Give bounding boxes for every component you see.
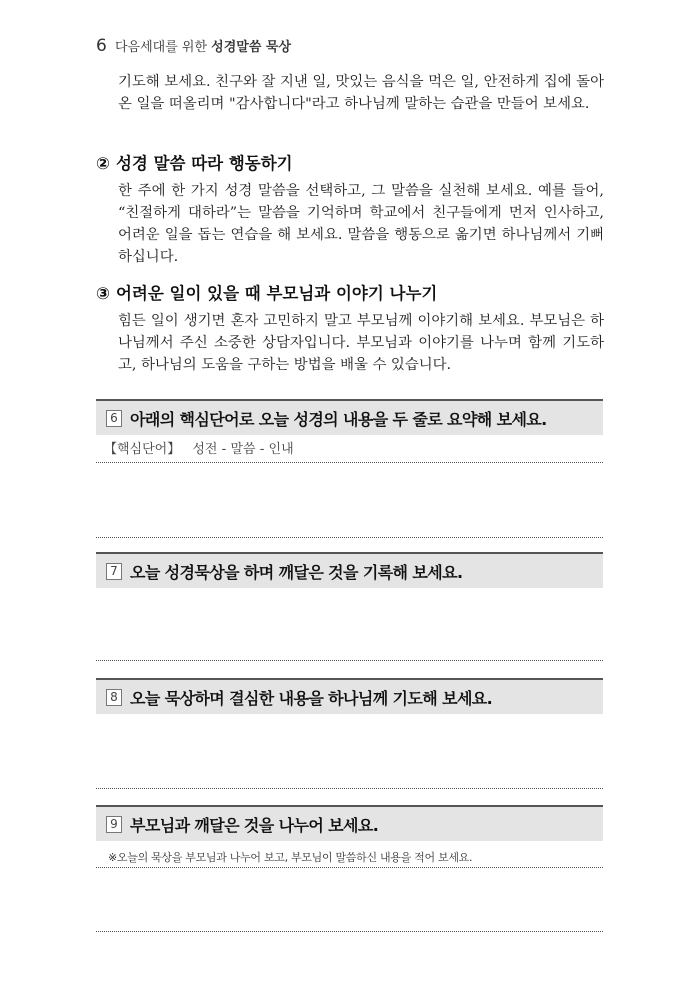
question-9-bar xyxy=(96,805,603,841)
section-heading-2 xyxy=(96,150,293,174)
answer-line[interactable] xyxy=(96,867,603,868)
intro-paragraph-text: 기도해 보세요. 친구와 잘 지낸 일, 맛있는 음식을 먹은 일, 안전하게 집에 돌아온 일을 떠올리며 "감사합니다"라고 하나님께 말하는 습관을 만들어 보세요. xyxy=(118,74,604,112)
section-number: ③ xyxy=(96,284,110,303)
keyword-row xyxy=(104,438,294,457)
keyword-label: 【핵심단어】 xyxy=(104,442,181,457)
book-title: 성경말씀 묵상 xyxy=(211,40,292,55)
question-number-box: 9 xyxy=(106,816,122,833)
section-body-text: 한 주에 한 가지 성경 말씀을 선택하고, 그 말씀을 실천해 보세요. 예를 들어, “친절하게 대하라”는 말씀을 기억하며 학교에서 친구들에게 먼저 인사하고, 어려운 일을 돕는 연습을 해 보세요. 말씀을 행동으로 옮기면 하나님께서 기뻐하십니다. xyxy=(118,183,604,265)
answer-line[interactable] xyxy=(96,660,603,661)
question-number-box: 7 xyxy=(106,563,122,580)
intro-paragraph xyxy=(118,71,604,115)
question-7-bar xyxy=(96,552,603,588)
book-subtitle: 다음세대를 위한 xyxy=(114,40,208,55)
question-6-bar xyxy=(96,399,603,435)
question-number-box: 6 xyxy=(106,410,122,427)
question-number-box: 8 xyxy=(106,689,122,706)
question-text: 아래의 핵심단어로 오늘 성경의 내용을 두 줄로 요약해 보세요. xyxy=(130,409,547,429)
section-number: ② xyxy=(96,154,110,173)
question-text: 오늘 묵상하며 결심한 내용을 하나님께 기도해 보세요. xyxy=(130,688,493,708)
page-header xyxy=(96,36,291,56)
section-heading-3 xyxy=(96,280,437,304)
section-heading-text: 성경 말씀 따라 행동하기 xyxy=(115,154,293,173)
section-body-text: 힘든 일이 생기면 혼자 고민하지 말고 부모님께 이야기해 보세요. 부모님은 하나님께서 주신 소중한 상담자입니다. 부모님과 이야기를 나누며 함께 기도하고, 하나님의 도움을 구하는 방법을 배울 수 있습니다. xyxy=(118,313,604,373)
section-body-2 xyxy=(118,180,604,268)
question-8-bar xyxy=(96,678,603,714)
keyword-values: 성전 - 말씀 - 인내 xyxy=(192,442,294,457)
answer-line[interactable] xyxy=(96,931,603,932)
answer-line[interactable] xyxy=(96,462,603,463)
question-text: 부모님과 깨달은 것을 나누어 보세요. xyxy=(130,815,379,835)
page-number: 6 xyxy=(96,36,107,56)
question-text: 오늘 성경묵상을 하며 깨달은 것을 기록해 보세요. xyxy=(130,562,463,582)
answer-line[interactable] xyxy=(96,537,603,538)
answer-line[interactable] xyxy=(96,788,603,789)
section-heading-text: 어려운 일이 있을 때 부모님과 이야기 나누기 xyxy=(115,284,438,303)
section-body-3 xyxy=(118,310,604,376)
question-9-note: ※오늘의 묵상을 부모님과 나누어 보고, 부모님이 말씀하신 내용을 적어 보세요. xyxy=(108,851,473,864)
